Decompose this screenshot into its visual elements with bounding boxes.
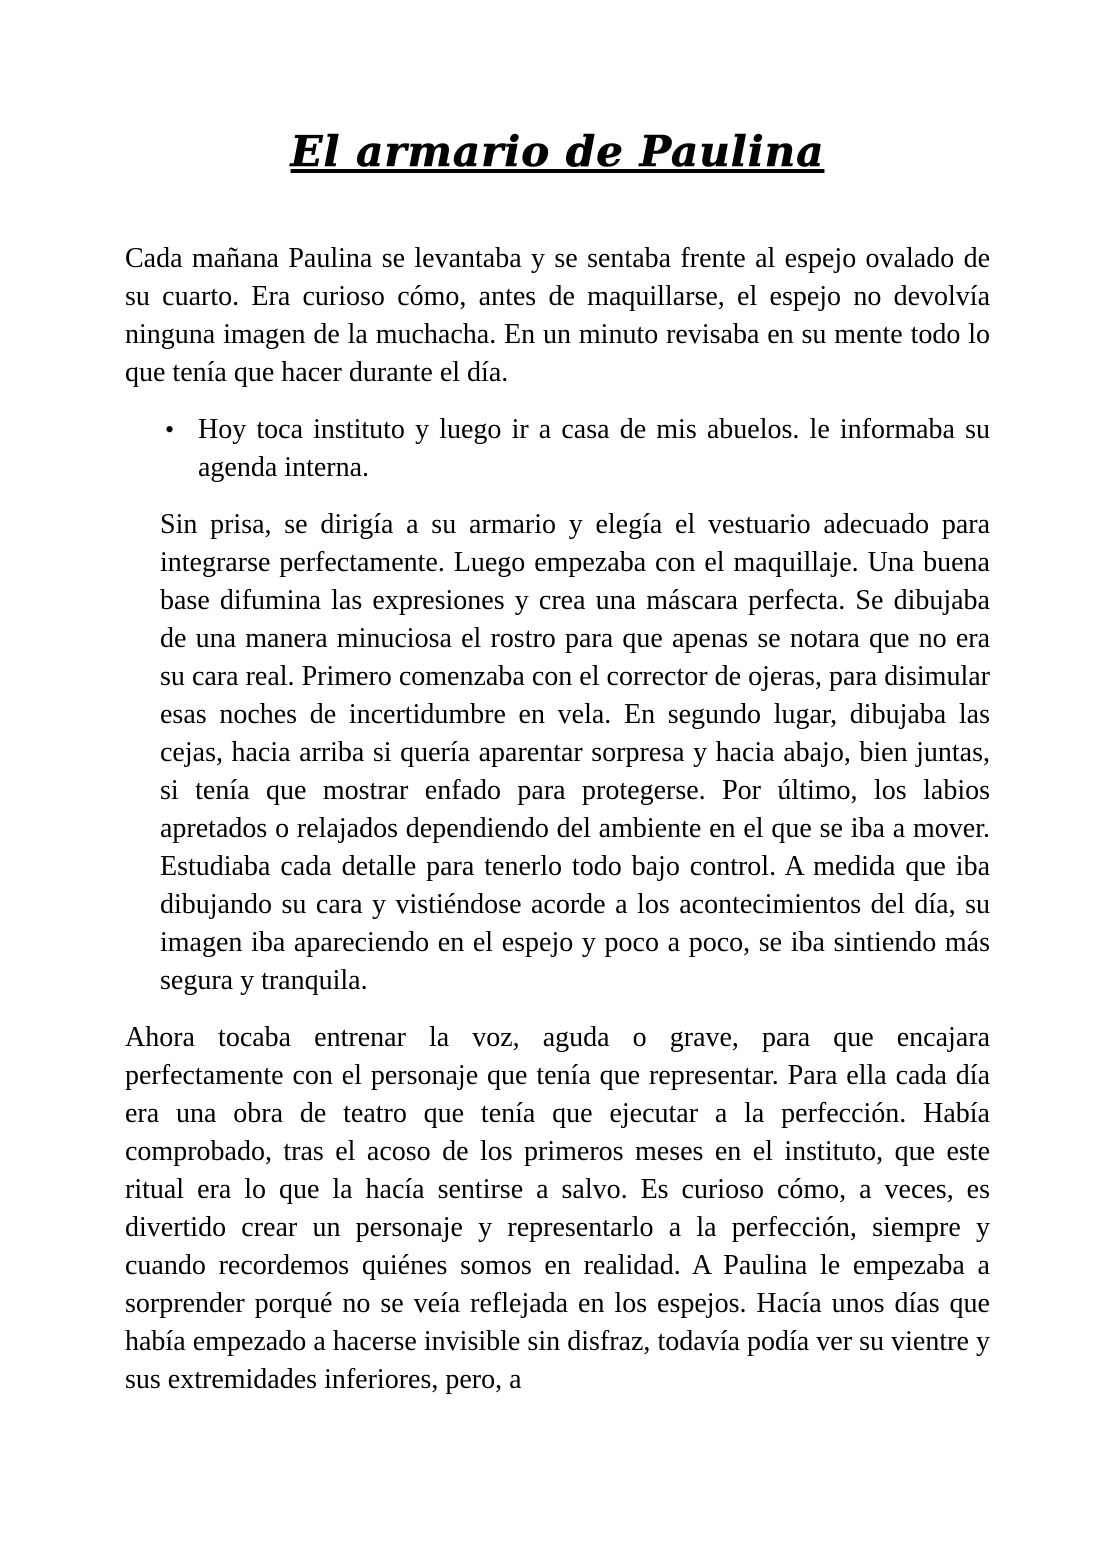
bullet-text: Hoy toca instituto y luego ir a casa de mis abuelos. le informaba su agenda interna. — [198, 414, 990, 483]
paragraph-voice: Ahora tocaba entrenar la voz, aguda o grave, para que encajara perfectamente con el personaje que tenía que representar. Para ella cada día era una obra de teatro que tenía que ejecutar a la perfección. Había comprobado, tras el acoso de los primeros meses en el instituto, que este ritual era lo que la hacía sentirse a salvo. Es curioso cómo, a veces, es divertido crear un personaje y representarlo a la perfección, siempre y cuando recordemos quiénes somos en realidad. A Paulina le empezaba a sorprender porqué no se veía reflejada en los espejos. Hacía unos días que había empezado a hacerse invisible sin disfraz, todavía podía ver su vientre y sus extremidades inferiores, pero, a — [125, 1022, 990, 1395]
document-title: El armario de Paulina — [290, 127, 825, 176]
paragraph-routine: Sin prisa, se dirigía a su armario y elegía el vestuario adecuado para integrarse perfectamente. Luego empezaba con el maquillaje. Una buena base difumina las expresiones y crea una máscara perfecta. Se dibujaba de una manera minuciosa el rostro para que apenas se notara que no era su cara real. Primero comenzaba con el corrector de ojeras, para disimular esas noches de incertidumbre en vela. En segundo lugar, dibujaba las cejas, hacia arriba si quería aparentar sorpresa y hacia abajo, bien juntas, si tenía que mostrar enfado para protegerse. Por último, los labios apretados o relajados dependiendo del ambiente en el que se iba a mover. Estudiaba cada detalle para tenerlo todo bajo control. A medida que iba dibujando su cara y vistiéndose acorde a los acontecimientos del día, su imagen iba apareciendo en el espejo y poco a poco, se iba sintiendo más segura y tranquila. — [160, 509, 990, 996]
paragraph-intro: Cada mañana Paulina se levantaba y se sentaba frente al espejo ovalado de su cuarto. Era curioso cómo, antes de maquillarse, el espejo no devolvía ninguna imagen de la muchacha. En un minuto revisaba en su mente todo lo que tenía que hacer durante el día. — [125, 243, 990, 388]
bullet-icon: • — [165, 415, 175, 444]
bullet-item — [125, 411, 990, 487]
